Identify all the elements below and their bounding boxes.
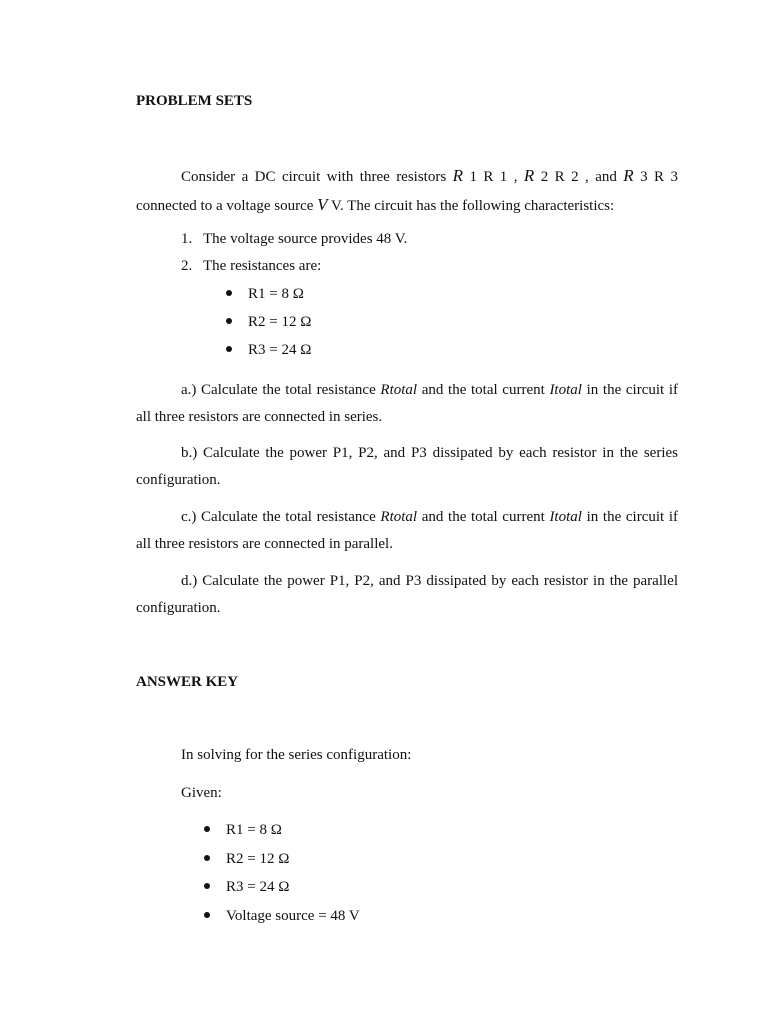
series-intro: In solving for the series configuration: [181,747,412,763]
resistance-bullet: R2 = 12 Ω [226,314,311,331]
question-d: d.) Calculate the power P1, P2, and P3 dissipated by each resistor in the parallel configuration. [136,573,678,616]
given-bullet: R2 = 12 Ω [204,851,289,868]
resistance-bullet: R1 = 8 Ω [226,286,304,303]
bullet-icon [226,346,232,352]
answer-key-heading: ANSWER KEY [136,674,239,690]
bullet-icon [204,883,210,889]
question-b: b.) Calculate the power P1, P2, and P3 dissipated by each resistor in the series configuration. [136,445,678,488]
resistance-bullet: R3 = 24 Ω [226,342,311,359]
bullet-icon [204,855,210,861]
bullet-icon [226,318,232,324]
bullet-icon [204,826,210,832]
list-item: 2. The resistances are: [181,258,322,274]
given-label: Given: [181,785,222,801]
given-bullet: Voltage source = 48 V [204,908,360,925]
bullet-icon [226,290,232,296]
list-item: 1. The voltage source provides 48 V. [181,231,408,247]
given-bullet: R3 = 24 Ω [204,879,289,896]
bullet-icon [204,912,210,918]
intro-paragraph: Consider a DC circuit with three resistors R 1 R 1 , R 2 R 2 , and R 3 R 3 connected to a voltage source V V. The circuit has the following characteristics: [136,166,678,214]
question-c: c.) Calculate the total resistance Rtotal and the total current Itotal in the circuit if all three resistors are connected in parallel. [136,509,678,552]
problem-sets-heading: PROBLEM SETS [136,93,253,109]
question-a: a.) Calculate the total resistance Rtotal and the total current Itotal in the circuit if all three resistors are connected in series. [136,382,678,425]
given-bullet: R1 = 8 Ω [204,822,282,839]
